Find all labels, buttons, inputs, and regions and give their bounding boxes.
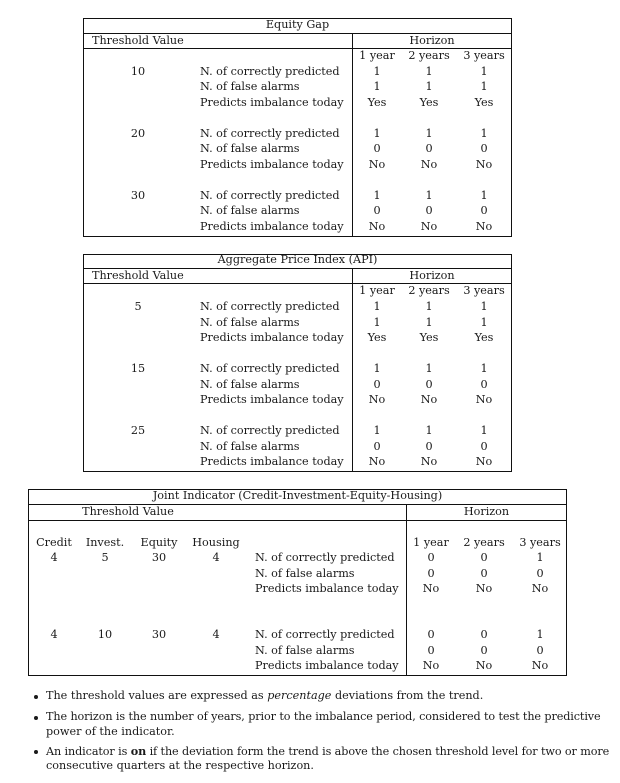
component-credit: Credit <box>36 536 72 549</box>
footnote-text-part: An indicator is <box>46 745 131 758</box>
footnote-text-part: The threshold values are expressed as <box>46 689 268 702</box>
row-label: N. of false alarms <box>200 440 300 453</box>
row-label: N. of false alarms <box>200 316 300 329</box>
cell: 1 <box>480 65 488 78</box>
table-title: Aggregate Price Index (API) <box>217 253 378 266</box>
row-label: N. of correctly predicted <box>200 300 340 313</box>
cell: 0 <box>427 551 435 564</box>
cell: 1 <box>425 362 433 375</box>
row-label: N. of false alarms <box>200 204 300 217</box>
cell: 0 <box>373 204 381 217</box>
cell: Yes <box>367 96 387 109</box>
cell: 0 <box>425 378 433 391</box>
component-equity: Equity <box>140 536 178 549</box>
row-label: N. of correctly predicted <box>255 628 395 641</box>
row-label: N. of false alarms <box>255 567 355 580</box>
cell: 1 <box>425 300 433 313</box>
cell: No <box>422 659 440 672</box>
cell: 0 <box>427 628 435 641</box>
cell: 0 <box>536 644 544 657</box>
cell: 0 <box>373 142 381 155</box>
cell: 1 <box>480 80 488 93</box>
horizon-1y: 1 year <box>359 284 395 297</box>
cell: 1 <box>536 628 544 641</box>
cell: 1 <box>480 316 488 329</box>
row-label: N. of false alarms <box>200 142 300 155</box>
footnote-text <box>46 689 483 703</box>
cell: No <box>422 582 440 595</box>
threshold-value: 10 <box>130 65 146 78</box>
row-label: Predicts imbalance today <box>200 158 344 171</box>
table-title: Joint Indicator (Credit-Investment-Equity-Housing) <box>152 489 443 502</box>
footnote-text: power of the indicator. <box>46 725 175 738</box>
footnote-text-part: deviations from the trend. <box>331 689 484 702</box>
cell: No <box>531 582 549 595</box>
cell: 0 <box>425 440 433 453</box>
footnote-text <box>46 744 609 759</box>
cell: 0 <box>425 142 433 155</box>
cell: Yes <box>367 331 387 344</box>
row-label: N. of correctly predicted <box>200 362 340 375</box>
horizon-1y: 1 year <box>413 536 449 549</box>
cell: No <box>420 455 438 468</box>
cell: 1 <box>480 127 488 140</box>
cell: 1 <box>373 316 381 329</box>
cell: No <box>475 220 493 233</box>
column-divider <box>352 268 353 471</box>
cell: 1 <box>425 127 433 140</box>
row-label: Predicts imbalance today <box>200 455 344 468</box>
threshold-housing: 4 <box>212 551 220 564</box>
cell: 0 <box>536 567 544 580</box>
horizon-2y: 2 years <box>463 536 505 549</box>
bullet-icon <box>34 716 38 720</box>
footnote-text: The horizon is the number of years, prior to the imbalance period, considered to test the predictive <box>46 710 601 723</box>
horizon-header: Horizon <box>463 505 510 518</box>
cell: 0 <box>480 644 488 657</box>
row-label: N. of false alarms <box>200 80 300 93</box>
cell: 0 <box>373 378 381 391</box>
cell: 0 <box>480 440 488 453</box>
row-label: N. of false alarms <box>200 378 300 391</box>
cell: No <box>368 455 386 468</box>
cell: 1 <box>425 189 433 202</box>
row-label: Predicts imbalance today <box>255 659 399 672</box>
threshold-header: Threshold Value <box>92 269 184 282</box>
threshold-value: 5 <box>134 300 142 313</box>
horizon-header: Horizon <box>409 34 455 47</box>
threshold-equity: 30 <box>151 628 167 641</box>
cell: No <box>531 659 549 672</box>
column-divider <box>352 33 353 236</box>
cell: 1 <box>480 362 488 375</box>
cell: No <box>368 393 386 406</box>
cell: 0 <box>480 628 488 641</box>
horizon-2y: 2 years <box>408 49 450 62</box>
cell: 0 <box>427 644 435 657</box>
row-label: Predicts imbalance today <box>200 331 344 344</box>
cell: 1 <box>536 551 544 564</box>
component-investment: Invest. <box>85 536 125 549</box>
threshold-credit: 4 <box>50 551 58 564</box>
cell: 1 <box>480 189 488 202</box>
row-label: Predicts imbalance today <box>200 220 344 233</box>
cell: 0 <box>480 142 488 155</box>
cell: No <box>475 393 493 406</box>
cell: No <box>368 220 386 233</box>
rule <box>28 520 567 521</box>
cell: Yes <box>474 96 494 109</box>
cell: 0 <box>480 204 488 217</box>
row-label: Predicts imbalance today <box>200 393 344 406</box>
threshold-value: 15 <box>130 362 146 375</box>
horizon-3y: 3 years <box>519 536 561 549</box>
row-label: Predicts imbalance today <box>255 582 399 595</box>
cell: No <box>475 158 493 171</box>
row-label: N. of correctly predicted <box>200 65 340 78</box>
cell: No <box>420 158 438 171</box>
threshold-header: Threshold Value <box>82 505 174 518</box>
horizon-header: Horizon <box>409 269 455 282</box>
horizon-2y: 2 years <box>408 284 450 297</box>
horizon-3y: 3 years <box>463 284 505 297</box>
threshold-credit: 4 <box>50 628 58 641</box>
cell: 1 <box>480 424 488 437</box>
cell: 1 <box>425 316 433 329</box>
row-label: N. of correctly predicted <box>200 189 340 202</box>
cell: 0 <box>480 378 488 391</box>
threshold-header: Threshold Value <box>92 34 184 47</box>
cell: No <box>475 455 493 468</box>
footnote-text: consecutive quarters at the respective horizon. <box>46 759 314 772</box>
column-divider <box>406 504 407 675</box>
component-housing: Housing <box>192 536 240 549</box>
cell: 1 <box>373 80 381 93</box>
horizon-1y: 1 year <box>359 49 395 62</box>
cell: 1 <box>373 189 381 202</box>
table-title: Equity Gap <box>265 18 330 31</box>
cell: No <box>475 659 493 672</box>
row-label: Predicts imbalance today <box>200 96 344 109</box>
cell: Yes <box>474 331 494 344</box>
row-label: N. of false alarms <box>255 644 355 657</box>
cell: 1 <box>480 300 488 313</box>
threshold-equity: 30 <box>151 551 167 564</box>
cell: 0 <box>480 567 488 580</box>
threshold-housing: 4 <box>212 628 220 641</box>
threshold-value: 20 <box>130 127 146 140</box>
threshold-investment: 10 <box>97 628 113 641</box>
cell: 1 <box>373 127 381 140</box>
bold-text: on <box>130 744 147 758</box>
cell: Yes <box>419 331 439 344</box>
cell: No <box>420 220 438 233</box>
threshold-value: 30 <box>130 189 146 202</box>
cell: 0 <box>427 567 435 580</box>
cell: Yes <box>419 96 439 109</box>
bullet-icon <box>34 750 38 754</box>
row-label: N. of correctly predicted <box>255 551 395 564</box>
threshold-value: 25 <box>130 424 146 437</box>
row-label: N. of correctly predicted <box>200 127 340 140</box>
cell: 1 <box>425 424 433 437</box>
cell: 0 <box>425 204 433 217</box>
cell: No <box>368 158 386 171</box>
threshold-investment: 5 <box>101 551 109 564</box>
row-label: N. of correctly predicted <box>200 424 340 437</box>
emphasis-text: percentage <box>267 689 332 702</box>
footnote-text-part: if the deviation form the trend is above the chosen threshold level for two or more <box>146 745 610 758</box>
cell: No <box>475 582 493 595</box>
cell: 1 <box>425 80 433 93</box>
cell: 1 <box>373 300 381 313</box>
horizon-3y: 3 years <box>463 49 505 62</box>
cell: 0 <box>480 551 488 564</box>
cell: 0 <box>373 440 381 453</box>
cell: 1 <box>425 65 433 78</box>
cell: 1 <box>373 362 381 375</box>
cell: 1 <box>373 65 381 78</box>
bullet-icon <box>34 695 38 699</box>
cell: 1 <box>373 424 381 437</box>
cell: No <box>420 393 438 406</box>
